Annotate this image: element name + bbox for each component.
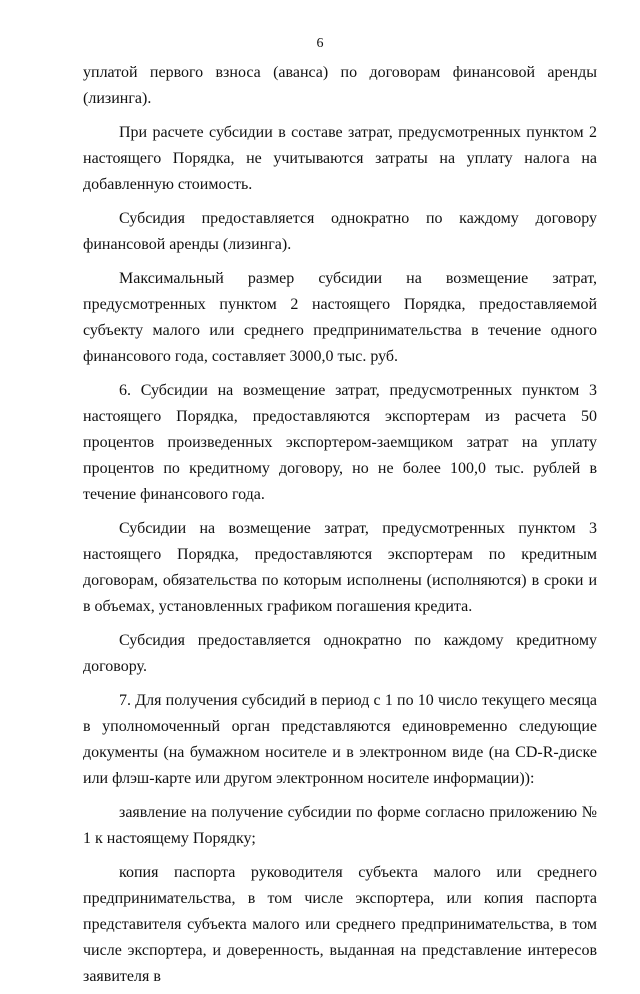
paragraph-item-6-exporter-subsidy: 6. Субсидии на возмещение затрат, предусмотренных пунктом 3 настоящего Порядка, предоставляются экспортерам из расчета 50 процентов произведенных экспортером-заемщиком затрат на уплату процентов по кредитному договору, но не более 100,0 тыс. рублей в течение финансового года. [83,382,597,503]
paragraph-application-form: заявление на получение субсидии по форме согласно приложению № 1 к настоящему Порядку; [83,804,597,847]
paragraph-maximum-subsidy: Максимальный размер субсидии на возмещение затрат, предусмотренных пунктом 2 настоящего Порядка, предоставляемой субъекту малого или среднего предпринимательства в течение одного финансового года, составляет 3000,0 тыс. руб. [83,270,597,365]
paragraph-item-7-documents: 7. Для получения субсидий в период с 1 по 10 число текущего месяца в уполномоченный орган представляются единовременно следующие документы (на бумажном носителе и в электронном виде (на CD-R-диске или флэш-карте или другом электронном носителе информации)): [83,692,597,787]
paragraph-passport-copy: копия паспорта руководителя субъекта малого или среднего предпринимательства, в том числе экспортера, или копия паспорта представителя субъекта малого или среднего предпринимательства, в том числе экспортера, и доверенность, выданная на представление интересов заявителя в [83,864,597,985]
document-body [83,60,597,994]
paragraph-lease-advance-continuation: уплатой первого взноса (аванса) по договорам финансовой аренды (лизинга). [83,64,597,107]
paragraph-single-credit-subsidy: Субсидия предоставляется однократно по каждому кредитному договору. [83,632,597,675]
page-number: 6 [316,36,324,51]
paragraph-vat-exclusion: При расчете субсидии в составе затрат, предусмотренных пунктом 2 настоящего Порядка, не учитываются затраты на уплату налога на добавленную стоимость. [83,124,597,193]
paragraph-credit-obligations: Субсидии на возмещение затрат, предусмотренных пунктом 3 настоящего Порядка, предоставляются экспортерам по кредитным договорам, обязательства по которым исполнены (исполняются) в сроки и в объемах, установленных графиком погашения кредита. [83,520,597,615]
paragraph-single-lease-subsidy: Субсидия предоставляется однократно по каждому договору финансовой аренды (лизинга). [83,210,597,253]
